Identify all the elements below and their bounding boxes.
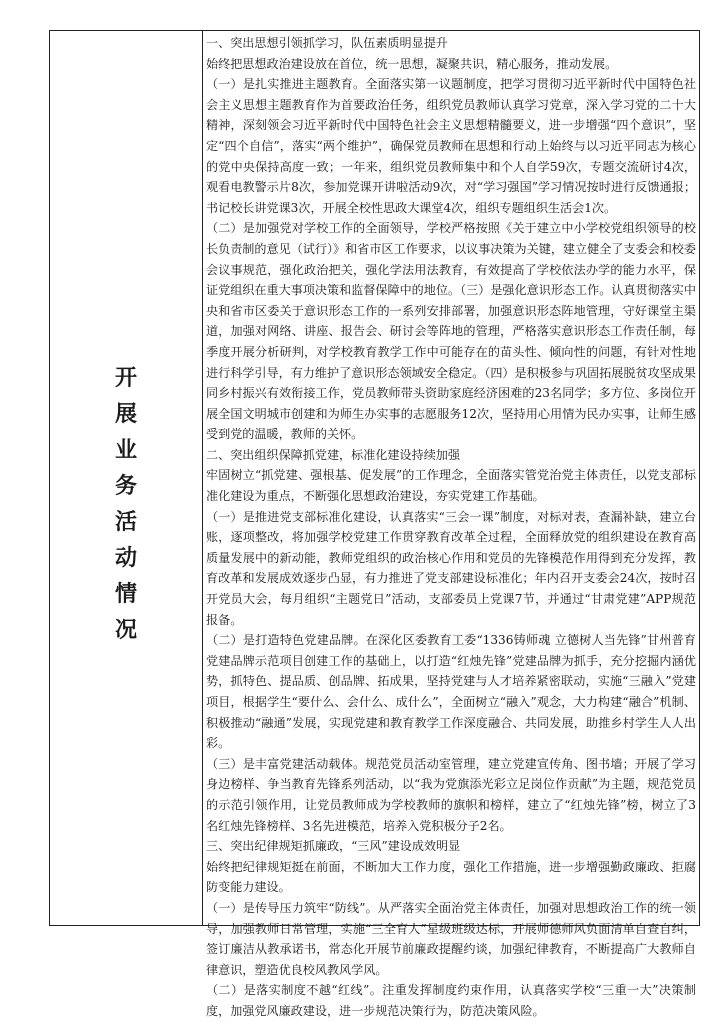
paragraph: 始终把纪律规矩挺在前面，不断加大工作力度，强化工作措施，进一步增强勤政廉政、拒腐防变能力建设。 (206, 859, 696, 895)
paragraph: （二）是加强党对学校工作的全面领导，学校严格按照《关于建立中小学校党组织领导的校长负责制的意见（试行）》和省市区工作要求，以议事决策为关键，建立健全了支委会和校委会议事规范，强化政治把关，强化学法用法教育，有效提高了学校依法办学的能力水平，保证党组织在重大事项决策和监督保障中的地位。（三）是强化意识形态工作。认真贯彻落实中央和省市区委关于意识形态工作的一系列安排部署，加强意识形态阵地管理，守好课堂主渠道，加强对网络、讲座、报告会、研讨会等阵地的管理，严格落实意识形态工作责任制，每季度开展分析研判，对学校教育教学工作中可能存在的苗头性、倾向性的问题，有针对性地进行科学引导，有力维护了意识形态领域安全稳定。（四）是积极参与巩固拓展脱贫攻坚成果同乡村振兴有效衔接工作，党员教师带头资助家庭经济困难的23名同学；多方位、多岗位开展全国文明城市创建和为师生办实事的志愿服务12次，坚持用心用情为民办实事，让师生感受到党的温暖，教师的关怀。 (206, 221, 696, 442)
row-label-char: 务 (114, 474, 137, 499)
row-label-char: 开 (114, 366, 137, 391)
row-label-char: 动 (114, 546, 137, 571)
row-label-char: 展 (114, 402, 137, 427)
paragraph: （三）是丰富党建活动载体。规范党员活动室管理，建立党建宣传角、图书墙；开展了学习身边榜样、争当教育先锋系列活动，以“我为党旗添光彩立足岗位作贡献”为主题，规范党员的示范引领作用，让党员教师成为学校教师的旗帜和榜样，建立了“红烛先锋”榜，树立了3名红烛先锋榜样、3名先进模范，培养入党积极分子2名。 (206, 756, 696, 833)
row-label-char: 业 (114, 438, 137, 463)
content-cell (206, 33, 696, 1018)
row-label-char: 况 (114, 618, 137, 643)
paragraph: （一）是扎实推进主题教育。全面落实第一议题制度，把学习贯彻习近平新时代中国特色社会主义思想主题教育作为首要政治任务，组织党员教师认真学习党章，深入学习党的二十大精神，深刻领会习近平新时代中国特色社会主义思想精髓要义，进一步增强“四个意识”，坚定“四个自信”，落实“两个维护”，确保党员教师在思想和行动上始终与以习近平同志为核心的党中央保持高度一致；一年来，组织党员教师集中和个人自学59次，专题交流研讨4次，观看电教警示片8次，参加党课开讲啦活动9次，对“学习强国”学习情况按时进行反馈通报；书记校长讲党课3次，开展全校性思政大课堂4次，组织专题组织生活会1次。 (206, 77, 696, 215)
section-heading-3: 三、突出纪律规矩抓廉政，“三风”建设成效明显 (206, 839, 461, 854)
paragraph: 牢固树立“抓党建、强根基、促发展”的工作理念，全面落实管党治党主体责任，以党支部标准化建设为重点，不断强化思想政治建设，夯实党建工作基础。 (206, 468, 696, 504)
paragraph: （二）是打造特色党建品牌。在深化区委教育工委“1336铸师魂 立德树人当先锋”甘州普育党建品牌示范项目创建工作的基础上，以打造“红烛先锋”党建品牌为抓手，充分挖掘内涵优势，抓特色、提品质、创品牌、拓成果，坚持党建与人才培养紧密联动，实施“三融入”党建项目，根据学生“要什么、会什么、成什么”，全面树立“融入”观念，大力构建“融合”机制、积极推动“融通”发展，实现党建和教育教学工作深度融合、共同发展，助推乡村学生人人出彩。 (206, 633, 696, 751)
row-label-char: 活 (114, 510, 137, 535)
section-heading-2: 二、突出组织保障抓党建，标准化建设持续加强 (206, 447, 460, 462)
row-label-char: 情 (114, 582, 137, 607)
paragraph: （一）是推进党支部标准化建设，认真落实“三会一课”制度，对标对表，查漏补缺，建立台账，逐项整改，将加强学校党建工作贯穿教育改革全过程，全面释放党的组织建设在教育高质量发展中的新动能，教师党组织的政治核心作用和党员的先锋模范作用得到充分发挥，教育改革和发展成效逐步凸显，有力推进了党支部建设标准化；年内召开支委会24次，按时召开党员大会，每月组织“主题党日”活动，支部委员上党课7节，并通过“甘肃党建”APP规范报备。 (206, 509, 696, 627)
paragraph: （二）是落实制度不越“红线”。注重发挥制度约束作用，认真落实学校“三重一大”决策制度，加强党风廉政建设，进一步规范决策行为，防范决策风险。 (206, 983, 696, 1018)
paragraph: （一）是传导压力筑牢“防线”。从严落实全面治党主体责任，加强对思想政治工作的统一领导，加强教师日常管理，实施“三全育人”星级班级达标，开展师德师风负面清单自查自纠，签订廉洁从教承诺书，常态化开展节前廉政提醒约谈，加强纪律教育，不断提高广大教师自律意识，塑造优良校风教风学风。 (206, 900, 696, 977)
report-table (49, 30, 700, 1018)
paragraph: 始终把思想政治建设放在首位，统一思想，凝聚共识，精心服务，推动发展。 (206, 56, 618, 71)
row-label (50, 361, 202, 649)
section-heading-1: 一、突出思想引领抓学习，队伍素质明显提升 (206, 36, 448, 50)
row-label-cell (50, 31, 203, 925)
